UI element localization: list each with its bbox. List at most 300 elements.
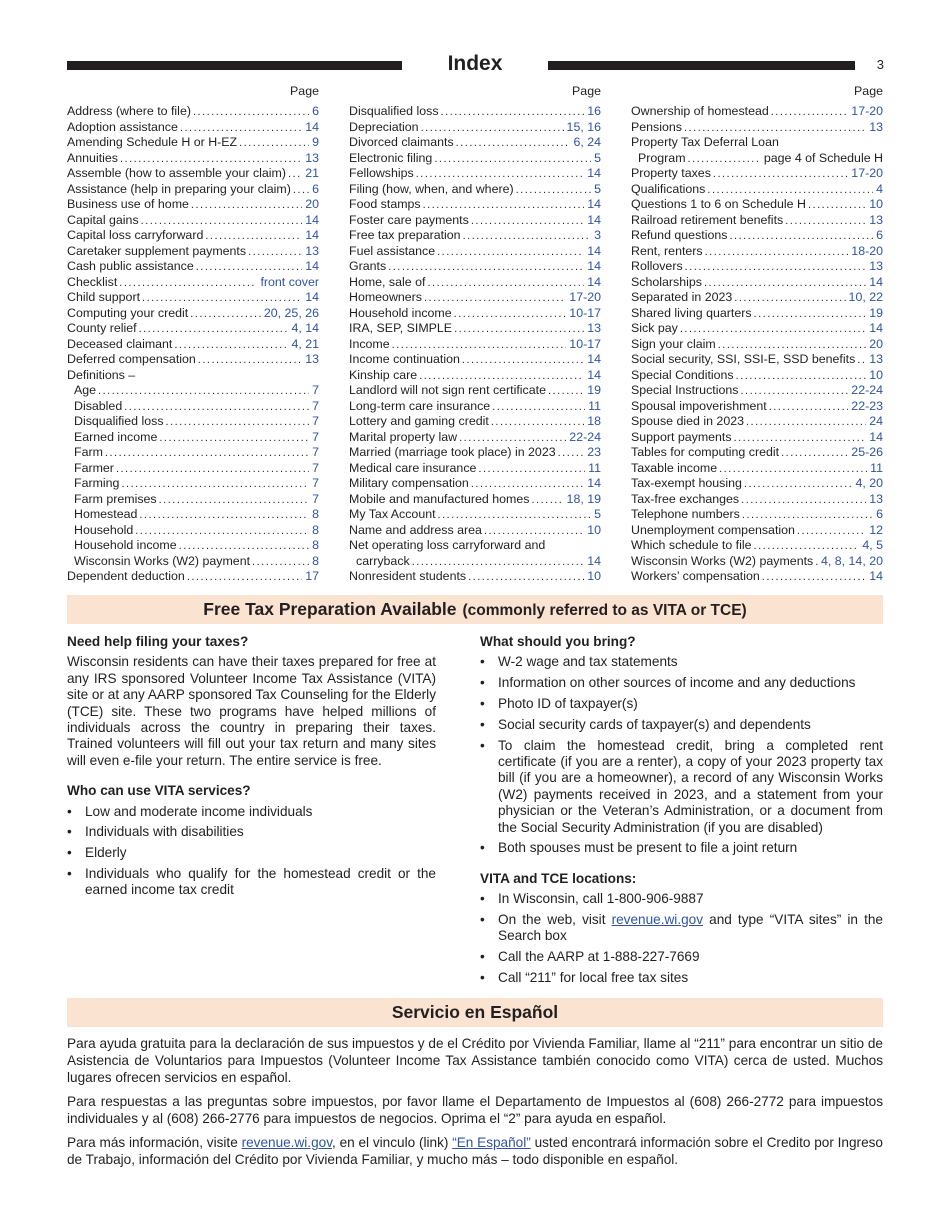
index-entry-page: 14 (587, 259, 601, 273)
index-entry-term: Filing (how, when, and where) (349, 181, 514, 196)
index-entry (349, 337, 601, 353)
index-entry (631, 337, 883, 353)
index-entry-page: 13 (869, 212, 883, 227)
index-entry (349, 461, 601, 477)
vita-banner-title: Free Tax Preparation Available (203, 599, 457, 619)
index-entry-term: Social security, SSI, SSI-E, SSD benefits (631, 352, 856, 366)
index-entry-leader (434, 152, 591, 167)
index-entry (631, 213, 883, 229)
index-entry-leader (288, 167, 302, 182)
index-entry-page: 14 (305, 119, 319, 134)
index-entry (349, 538, 601, 554)
index-entry (631, 445, 883, 461)
index-entry-page: 18-20 (851, 243, 883, 258)
index-entry (349, 306, 601, 322)
index-entry-term: Property taxes (631, 166, 711, 180)
index-entry-term: Checklist (67, 274, 118, 289)
index-entry-term: Shared living quarters (631, 305, 752, 320)
index-entry-term: Income (349, 336, 390, 351)
index-entry-leader (857, 353, 866, 368)
index-entry-leader (742, 508, 873, 523)
index-entry-term: Farm premises (74, 491, 157, 506)
index-entry-term: Net operating loss carryforward and (349, 538, 546, 552)
index-entry-page: 13 (869, 352, 883, 366)
index-entry-leader (558, 446, 585, 461)
index-entry-page: 14 (587, 212, 601, 227)
index-entry (349, 430, 601, 446)
index-entry-page: 13 (869, 259, 883, 273)
index-entry (349, 569, 601, 585)
index-entry (349, 476, 601, 492)
index-entry-leader (729, 229, 873, 244)
index-entry-term: Address (where to file) (67, 104, 191, 118)
index-entry-leader (736, 369, 867, 384)
index-entry-term: Homestead (74, 507, 138, 521)
column-header-page: Page (290, 84, 319, 98)
index-entry (631, 383, 883, 399)
index-entry-term: Fuel assistance (349, 243, 436, 258)
need-help-heading: Need help filing your taxes? (67, 634, 249, 649)
index-entry (67, 306, 319, 322)
index-entry-leader (252, 555, 309, 570)
index-entry-term: Long-term care insurance (349, 398, 491, 413)
index-entry (349, 197, 601, 213)
list-item: • Call the AARP at 1-888-227-7669 (480, 949, 883, 965)
index-entry-page: 14 (587, 166, 601, 180)
index-entry-page: 16 (587, 104, 601, 118)
index-entry-page: 14 (587, 274, 601, 289)
index-entry-leader (769, 400, 849, 415)
index-entry-term: Special Conditions (631, 367, 734, 382)
index-entry-page: 4, 21 (291, 336, 319, 351)
index-entry-leader (762, 570, 866, 585)
index-entry-term: Grants (349, 259, 387, 273)
index-entry (631, 414, 883, 430)
index-entry-term: Wisconsin Works (W2) payment (74, 553, 251, 568)
index-entry-page: 7 (312, 476, 319, 490)
index-entry (631, 135, 883, 151)
index-entry (631, 244, 883, 260)
need-help-text: Wisconsin residents can have their taxes prepared for free at any IRS sponsored Volunteer Income Tax Assistance (VITA) site or at any AARP sponsored Tax Counseling for the Elderly (TCE) site. These two programs have helped millions of individuals across the country in preparing their taxes. Trained volunteers will fill out your tax return and many sites will even e-file your return. The entire service is free. (67, 654, 437, 768)
index-entry-page: 14 (305, 259, 319, 273)
index-entry-term: Farm (74, 445, 103, 459)
index-entry-leader (468, 570, 584, 585)
index-entry (631, 290, 883, 306)
index-entry-leader (135, 524, 309, 539)
index-entry-leader (174, 338, 288, 353)
index-entry-page: 22-24 (569, 429, 601, 444)
index-entry-term: Assemble (how to assemble your claim) (67, 166, 286, 180)
index-entry-leader (139, 508, 309, 523)
index-entry (67, 352, 319, 368)
index-entry (67, 166, 319, 182)
index-entry-term: Definitions – (67, 367, 136, 382)
index-entry-term: County relief (67, 321, 137, 335)
index-entry-term: Spousal impoverishment (631, 398, 767, 413)
index-entry-leader (516, 183, 591, 198)
index-entry-leader (734, 291, 845, 306)
index-entry-page: 10 (869, 367, 883, 382)
espanol-paragraph-3 (67, 1134, 883, 1168)
index-entry-leader (179, 539, 309, 554)
index-entry-page: 14 (587, 352, 601, 366)
index-entry (349, 399, 601, 415)
index-entry-leader (705, 245, 849, 260)
index-entry-term: Dependent deduction (67, 569, 185, 583)
index-entry-term: Home, sale of (349, 274, 426, 289)
index-entry (67, 197, 319, 213)
index-entry-leader (423, 198, 585, 213)
index-entry (631, 461, 883, 477)
index-entry (349, 507, 601, 523)
index-entry-leader (139, 322, 289, 337)
index-entry (631, 368, 883, 384)
index-entry (349, 135, 601, 151)
revenue-link[interactable]: revenue.wi.gov (241, 1135, 332, 1150)
index-entry-leader (781, 446, 848, 461)
list-item: • Individuals with disabilities (67, 824, 436, 840)
index-entry-term: Military compensation (349, 476, 469, 490)
espanol-p3-pre: Para más información, visite (67, 1135, 242, 1150)
index-entry (67, 523, 319, 539)
what-to-bring-list (480, 654, 883, 856)
index-entry (631, 492, 883, 508)
index-entry-page: 11 (870, 460, 883, 475)
index-entry-page: 20 (305, 197, 319, 211)
list-item: • Individuals who qualify for the homestead credit or the earned income tax credit (67, 866, 436, 899)
index-entry-term: Wisconsin Works (W2) payments (631, 553, 814, 568)
index-entry-page: 8 (312, 538, 319, 552)
espanol-p3-mid: , en el vinculo (link) (332, 1135, 453, 1150)
index-entry (67, 104, 319, 120)
index-entry-term: Deceased claimant (67, 336, 173, 351)
index-entry-leader (771, 105, 849, 120)
index-entry (631, 399, 883, 415)
list-item: • Information on other sources of income and any deductions (480, 675, 883, 691)
index-entry-page: 5 (594, 507, 601, 521)
index-entry-term: Unemployment compensation (631, 522, 795, 537)
index-entry-term: Support payments (631, 429, 732, 444)
index-entry-term: Free tax preparation (349, 228, 461, 242)
index-entry-leader (744, 477, 853, 492)
list-item: • To claim the homestead credit, bring a completed rent certificate (if you are a renter), a copy of your 2023 property tax bill (if you are a homeowner), a record of any Wisconsin Works (W2) payments received in 2023, and a statement from your physician or the Veteran’s Administration, or a document from the Social Security Administration (if you are disabled) (480, 738, 883, 836)
index-entry-leader (119, 276, 257, 291)
index-entry (349, 166, 601, 182)
index-entry-term: Sick pay (631, 321, 678, 335)
index-entry-term: Disqualified loss (349, 104, 439, 118)
index-entry-page: 22-24 (851, 383, 883, 397)
index-entry-leader (531, 493, 563, 508)
index-entry-page: 14 (305, 290, 319, 304)
index-entry-term: Nonresident students (349, 569, 467, 583)
index-entry-page: 14 (587, 197, 601, 211)
index-entry-page: 10-17 (569, 305, 601, 320)
index-entry (349, 492, 601, 508)
index-entry (631, 120, 883, 136)
index-entry-page: 13 (305, 352, 319, 366)
index-entry-leader (120, 152, 302, 167)
index-entry-page: 18 (587, 414, 601, 428)
index-entry (349, 244, 601, 260)
index-entry-leader (293, 183, 309, 198)
revenue-link[interactable]: revenue.wi.gov (611, 912, 704, 928)
index-entry (349, 554, 601, 570)
index-entry-page: 20 (869, 336, 883, 351)
index-entry-page: page 4 of Schedule H (763, 150, 883, 165)
index-entry (349, 414, 601, 430)
index-entry-leader (680, 322, 866, 337)
index-entry (631, 569, 883, 585)
vita-left-column (67, 632, 436, 913)
index-entry-term: Ownership of homestead (631, 104, 769, 118)
page-number: 3 (876, 57, 884, 72)
index-entry-page: 6 (312, 181, 319, 196)
index-entry-leader (416, 167, 584, 182)
index-entry-term: My Tax Account (349, 507, 436, 521)
list-item: • Photo ID of taxpayer(s) (480, 696, 883, 712)
index-entry-page: 5 (594, 181, 601, 196)
index-entry-page: 14 (587, 476, 601, 490)
column-header-page: Page (572, 84, 601, 98)
index-entry (67, 445, 319, 461)
index-entry-term: Married (marriage took place) in 2023 (349, 445, 556, 459)
index-entry-term: Spouse died in 2023 (631, 414, 744, 428)
index-entry-leader (718, 338, 867, 353)
index-entry-page: 3 (594, 228, 601, 242)
index-entry (349, 321, 601, 337)
index-entry-term: Property Tax Deferral Loan (631, 135, 779, 149)
index-entry-leader (462, 353, 584, 368)
index-entry-term: Tax-free exchanges (631, 491, 740, 506)
index-entry-leader (166, 415, 310, 430)
who-can-use-list (67, 804, 436, 899)
index-entry (631, 523, 883, 539)
espanol-paragraph-1: Para ayuda gratuita para la declaración de sus impuestos y de el Crédito por Vivienda Familiar, llame al “211” para encontrar un sitio de Asistencia de Voluntarios para Impuestos (Volunteer Income Tax Assistance también conocido como VITA) cerca de usted. Muchos lugares ofrecen servicios en español. (67, 1036, 883, 1085)
index-entry (349, 182, 601, 198)
index-entry (349, 120, 601, 136)
index-entry-page: 15, 16 (566, 119, 601, 134)
index-entry-leader (459, 431, 566, 446)
index-entry-page: 7 (312, 414, 319, 428)
page-title: Index (447, 52, 503, 75)
index-entry-term: Landlord will not sign rent certificate (349, 383, 546, 397)
index-entry-term: Assistance (help in preparing your claim) (67, 181, 291, 196)
index-entry-page: 13 (587, 321, 601, 335)
index-entry-page: 21 (305, 166, 319, 180)
index-entry-term: Adoption assistance (67, 119, 178, 134)
index-entry (349, 151, 601, 167)
index-entry-term: Questions 1 to 6 on Schedule H (631, 197, 806, 211)
index-entry-leader (180, 121, 302, 136)
index-entry-leader (187, 570, 302, 585)
locations-list (480, 891, 883, 986)
index-entry (349, 290, 601, 306)
index-entry (67, 275, 319, 291)
list-item: • W-2 wage and tax statements (480, 654, 883, 670)
list-item: • In Wisconsin, call 1-800-906-9887 (480, 891, 883, 907)
index-entry-leader (159, 431, 309, 446)
index-entry-page: 8 (312, 553, 319, 568)
index-entry-page: 8 (312, 507, 319, 521)
index-entry-leader (116, 462, 309, 477)
index-entry-leader (388, 260, 584, 275)
index-entry-term: Amending Schedule H or H-EZ (67, 135, 238, 149)
index-entry-page: 11 (588, 460, 601, 475)
index-entry-page: 13 (869, 491, 883, 506)
index-entry (631, 306, 883, 322)
index-entry-term: Mobile and manufactured homes (349, 491, 530, 506)
list-item: • Call “211” for local free tax sites (480, 970, 883, 986)
index-entry-leader (248, 245, 302, 260)
index-entry-leader (419, 369, 584, 384)
index-entry-leader (492, 400, 585, 415)
index-entry (67, 337, 319, 353)
index-entry-term: carryback (356, 553, 410, 568)
index-entry-term: Depreciation (349, 119, 419, 134)
index-entry-leader (454, 322, 584, 337)
index-entry-term: Food stamps (349, 197, 421, 211)
index-entry-page: 10 (587, 569, 601, 583)
index-entry (631, 430, 883, 446)
index-entry-term: Child support (67, 290, 141, 304)
index-entry-page: 10, 22 (848, 290, 883, 304)
index-entry-term: Sign your claim (631, 336, 716, 351)
index-entry-leader (141, 214, 303, 229)
index-entry-leader (196, 260, 302, 275)
index-entry-page: 5 (594, 150, 601, 165)
index-entry-term: Farming (74, 476, 120, 490)
index-entry (631, 554, 883, 570)
espanol-paragraph-2: Para respuestas a las preguntas sobre impuestos, por favor llame el Departamento de Impuestos al (608) 266-2772 para impuestos individuales y al (608) 266-2776 para impuestos de negocios. Oprima el “2” para ayuda en español. (67, 1094, 883, 1126)
index-entry-term: Name and address area (349, 522, 482, 537)
index-entry (349, 383, 601, 399)
index-entry (631, 197, 883, 213)
index-entry-term: Disabled (74, 398, 123, 413)
index-entry-leader (808, 198, 866, 213)
index-entry (349, 228, 601, 244)
index-entry (631, 476, 883, 492)
index-entry-leader (754, 307, 867, 322)
index-entry-leader (421, 121, 564, 136)
index-entry-term: Household (74, 522, 134, 537)
index-entry-leader (484, 524, 584, 539)
index-entry-leader (471, 477, 584, 492)
index-entry-leader (548, 384, 584, 399)
index-entry-page: 17-20 (569, 290, 601, 304)
loc-web-post: and type “VITA sites” in the Search box (498, 912, 883, 944)
index-entry-leader (190, 307, 261, 322)
index-entry-term: Computing your credit (67, 305, 189, 320)
what-to-bring-heading: What should you bring? (480, 634, 636, 649)
index-entry-leader (437, 245, 584, 260)
index-entry-page: 17-20 (851, 166, 883, 180)
index-entry-page: front cover (260, 274, 319, 289)
index-entry-leader (142, 291, 302, 306)
index-entry-page: 4, 5 (862, 538, 883, 552)
index-entry-page: 20, 25, 26 (263, 305, 319, 320)
index-entry-page: 6 (876, 507, 883, 521)
index-entry-page: 6 (312, 104, 319, 118)
index-entry-page: 24 (869, 414, 883, 428)
index-entry-term: Household income (74, 538, 177, 552)
index-entry-leader (741, 493, 866, 508)
index-entry-leader (159, 493, 309, 508)
index-entry (67, 321, 319, 337)
espanol-banner (67, 998, 883, 1027)
index-entry-page: 10 (869, 197, 883, 211)
index-entry-term: Telephone numbers (631, 507, 740, 521)
index-entry (349, 213, 601, 229)
index-entry-page: 4 (876, 181, 883, 196)
index-entry (67, 228, 319, 244)
index-entry (67, 569, 319, 585)
index-entry-page: 14 (587, 243, 601, 258)
index-entry-page: 14 (869, 321, 883, 335)
list-item (480, 912, 883, 945)
index-entry (67, 414, 319, 430)
index-entry-page: 17-20 (851, 104, 883, 118)
index-entry (67, 290, 319, 306)
index-entry-leader (392, 338, 567, 353)
index-entry-leader (98, 384, 309, 399)
index-entry-leader (121, 477, 309, 492)
index-entry-term: Railroad retirement benefits (631, 212, 784, 227)
index-entry-term: Refund questions (631, 228, 728, 242)
index-entry-leader (746, 415, 866, 430)
index-entry-term: Capital loss carryforward (67, 228, 204, 242)
index-entry (67, 259, 319, 275)
index-entry-term: Disqualified loss (74, 414, 164, 428)
index-entry-term: Marital property law (349, 429, 458, 444)
en-espanol-link[interactable]: “En Español” (452, 1135, 531, 1150)
index-entry-page: 25-26 (851, 445, 883, 459)
index-entry-leader (454, 307, 567, 322)
index-entry-leader (491, 415, 584, 430)
index-entry-page: 13 (305, 243, 319, 258)
index-entry (349, 523, 601, 539)
index-entry-page: 6 (876, 228, 883, 242)
index-entry-page: 23 (587, 445, 601, 459)
index-entry-term: Rollovers (631, 259, 683, 273)
espanol-body (67, 1035, 883, 1175)
who-can-use-heading: Who can use VITA services? (67, 783, 251, 799)
index-entry-term: Scholarships (631, 274, 702, 289)
index-entry-term: Rent, renters (631, 243, 703, 258)
index-entry (349, 352, 601, 368)
index-entry-page: 4, 8, 14, 20 (820, 553, 883, 568)
index-entry-leader (719, 462, 867, 477)
index-entry-page: 17 (305, 569, 319, 583)
index-entry-term: Age (74, 383, 97, 397)
vita-banner-subtitle: (commonly referred to as VITA or TCE) (462, 602, 747, 619)
index-entry-term: Separated in 2023 (631, 290, 733, 304)
index-entry-page: 7 (312, 491, 319, 506)
index-entry (67, 182, 319, 198)
index-entry-page: 14 (305, 212, 319, 227)
index-entry-term: IRA, SEP, SIMPLE (349, 321, 453, 335)
index-entry-leader (707, 183, 873, 198)
index-entry (67, 554, 319, 570)
index-entry-page: 18, 19 (566, 491, 601, 506)
index-entry-term: Earned income (74, 429, 158, 444)
index-entry-page: 7 (312, 429, 319, 444)
index-entry-page: 7 (312, 398, 319, 413)
index-entry (631, 259, 883, 275)
index-entry (67, 383, 319, 399)
index-entry (631, 166, 883, 182)
index-entry-leader (239, 136, 309, 151)
index-entry (67, 135, 319, 151)
